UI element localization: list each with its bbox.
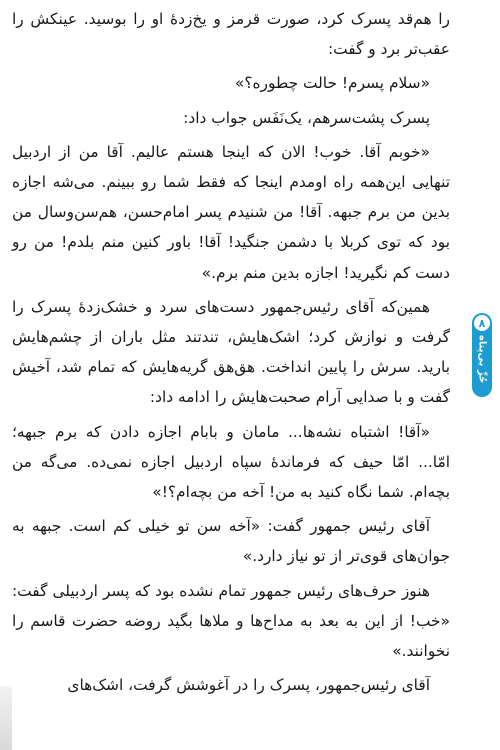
page-number: ۸ (474, 315, 490, 331)
running-head: حُرِّ بی‌پناه (476, 335, 488, 384)
body-text (12, 4, 450, 704)
paragraph: هنوز حرف‌های رئیس جمهور تمام نشده بود که پسر اردبیلی گفت: «خب! از این به بعد به مداح‌ها و ملاها بگید روضه حضرت قاسم را نخوانند.» (12, 581, 450, 661)
paragraph: «سلام پسرم! حالت چطوره؟» (234, 74, 430, 93)
paragraph: آقای رئیس‌جمهور، پسرک را در آغوشش گرفت، اشک‌های (67, 676, 430, 695)
corner-watermark (0, 686, 12, 750)
paragraph: را هم‌قد پسرک کرد، صورت قرمز و یخ‌زدهٔ او را بوسید. عینکش را عقب‌تر برد و گفت: (12, 10, 450, 59)
paragraph: «آقا! اشتباه نشه‌ها... مامان و بابام اجازه دادن که برم جبهه؛ امّا... امّا حیف که فرماندهٔ سپاه اردبیل اجازه نمی‌ده. می‌گه من بچه‌ام. شما نگاه کنید به من! آخه من بچه‌ام؟!» (12, 422, 450, 502)
paragraph: آقای رئیس جمهور گفت: «آخه سن تو خیلی کم است. جبهه به جوان‌های قوی‌تر از تو نیاز دارد.» (12, 517, 450, 566)
paragraph: پسرک پشت‌سرهم، یک‌نَفَس جواب داد: (183, 108, 430, 127)
paragraph: «خوبم آقا. خوب! الان که اینجا هستم عالیم. آقا من از اردبیل تنهایی این‌همه راه اومدم اینجا که فقط شما رو ببینم. می‌شه اجازه بدین من برم جبهه. آقا! من شنیدم پسر امام‌حسن، هم‌سن‌وسال من بود که توی کربلا با دشمن جنگید! آقا! باور کنین منم بلدم! من رو دست کم نگیرید! اجازه بدین منم برم.» (12, 142, 450, 282)
page-side-tab (472, 313, 492, 397)
paragraph: همین‌که آقای رئیس‌جمهور دست‌های سرد و خشک‌زدهٔ پسرک را گرفت و نوازش کرد؛ اشک‌هایش، تندتند مثل باران از چشم‌هایش بارید. سرش را پایین انداخت. هق‌هق گریه‌هایش که تمام شد، آخیش گفت و با صدایی آرام صحبت‌هایش را ادامه داد: (12, 297, 450, 407)
